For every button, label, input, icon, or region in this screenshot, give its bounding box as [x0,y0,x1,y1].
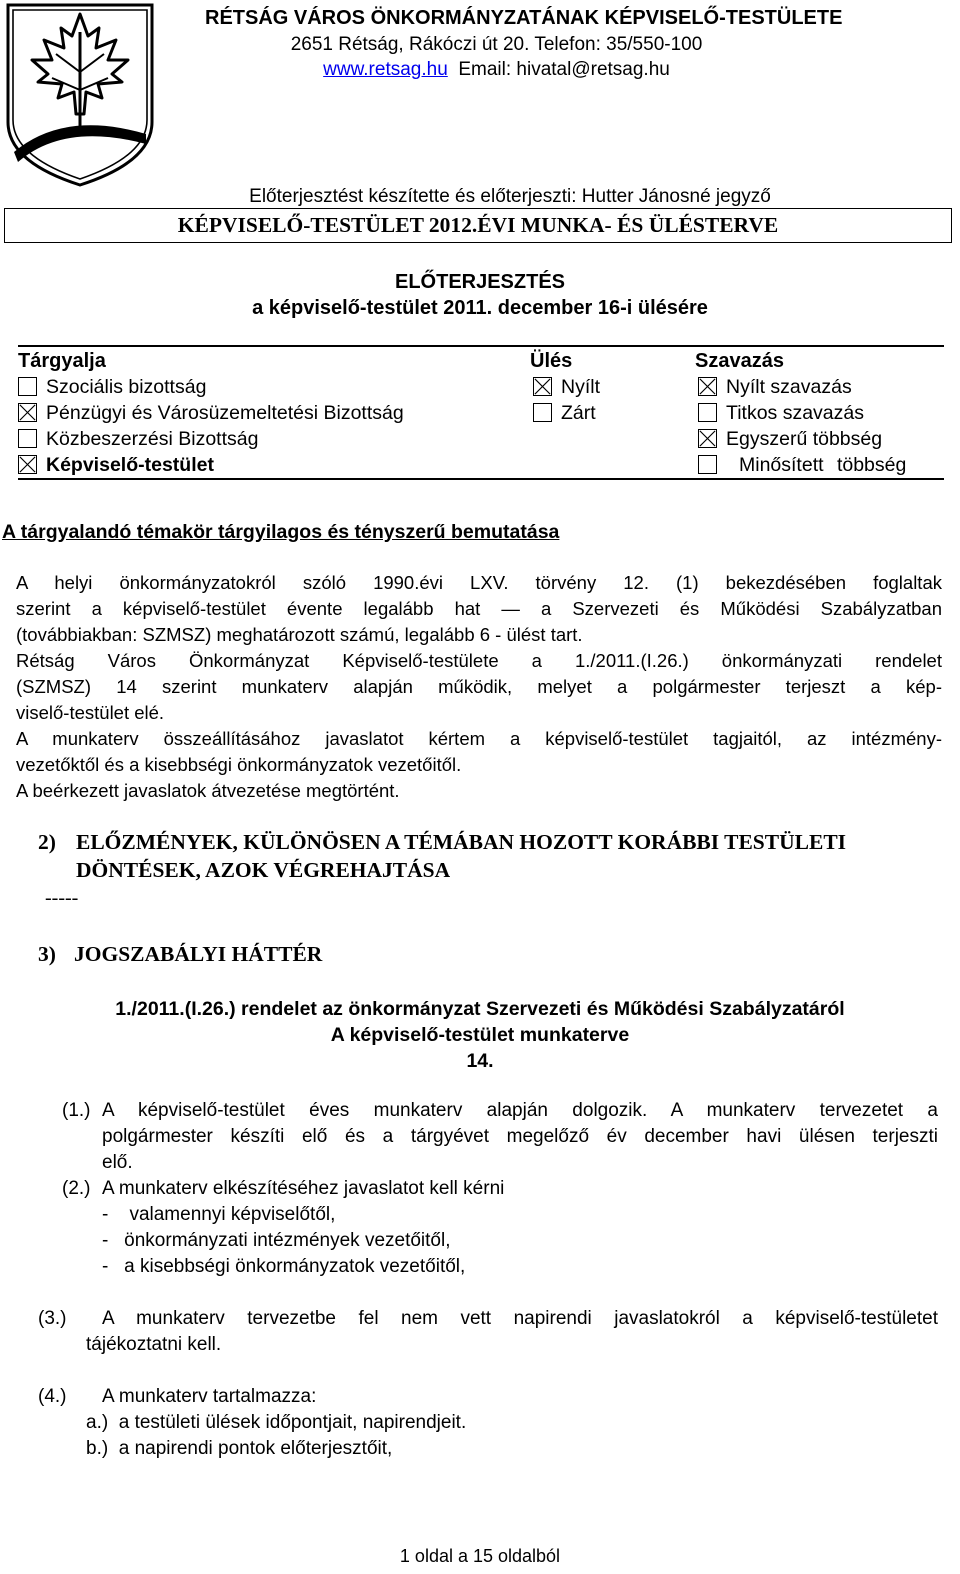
decree-subtitle: A képviselő-testület munkaterve [330,1024,630,1046]
table-bottom-rule [18,478,944,480]
checkbox-row-simple-majority[interactable]: Egyszerű többség [698,428,882,451]
document-title-box [4,208,952,243]
checkbox-empty[interactable] [698,455,717,474]
clause1-line3: elő. [102,1152,133,1173]
checkbox-row-social-committee[interactable]: Szociális bizottság [18,376,206,399]
checkbox-empty[interactable] [533,403,552,422]
col-header-session: Ülés [530,350,573,372]
section1-p2-line3: viselő-testület elé. [16,702,165,723]
checkbox-checked[interactable] [18,403,37,422]
contact-line [205,59,788,81]
clause2-item: - önkormányzati intézmények vezetőitől, [102,1230,451,1251]
paragraph-number: 14. [466,1050,494,1072]
section1-heading: A tárgyalandó témakör tárgyilagos és tényszerű bemutatása [2,521,560,543]
clause2-number: (2.) [62,1178,91,1199]
document-title: KÉPVISELŐ-TESTÜLET 2012.ÉVI MUNKA- ÉS ÜLÉSTERVE [177,213,779,237]
checkbox-row-open-session[interactable]: Nyílt [533,376,600,399]
col-header-agenda: Tárgyalja [18,350,106,372]
section1-p1-line2: szerint a képviselő-testület évente legalább hat — a Szervezeti és Működési Szabályzatban [16,598,942,619]
clause1-line2: polgármester készíti elő és a tárgyévet megelőző év december havi ülésen terjeszti [102,1126,938,1147]
proposal-subheading: a képviselő-testület 2011. december 16-i ülésére [252,297,708,319]
clause4-text: A munkaterv tartalmazza: [102,1386,317,1407]
clause1-line1: A képviselő-testület éves munkaterv alapján dolgozik. A munkaterv tervezetet a [102,1100,938,1121]
checkbox-row-procurement-committee[interactable]: Közbeszerzési Bizottság [18,428,258,451]
org-address: 2651 Rétság, Rákóczi út 20. Telefon: 35/550-100 [290,34,703,55]
section1-p1-line3: (továbbiakban: SZMSZ) meghatározott számú, legalább 6 - ülést tart. [16,624,583,645]
checkbox-empty[interactable] [18,429,37,448]
preparer-line: Előterjesztést készítette és előterjeszti: Hutter Jánosné jegyző [249,186,771,207]
section2-title-line2: DÖNTÉSEK, AZOK VÉGREHAJTÁSA [76,858,451,882]
checkbox-row-finance-committee[interactable]: Pénzügyi és Városüzemeltetési Bizottság [18,402,404,425]
section3-number: 3) [38,942,56,966]
section2-title-line1: ELŐZMÉNYEK, KÜLÖNÖSEN A TÉMÁBAN HOZOTT KORÁBBI TESTÜLETI [76,830,847,854]
email-text: Email: hivatal@retsag.hu [458,59,670,80]
checkbox-empty[interactable] [18,377,37,396]
checkbox-checked[interactable] [698,377,717,396]
section1-p2-line2: (SZMSZ) 14 szerint munkaterv alapján működik, melyet a polgármester terjeszt a kép- [16,676,942,697]
page-number: 1 oldal a 15 oldalból [399,1546,561,1566]
checkbox-row-closed-session[interactable]: Zárt [533,402,596,425]
section1-p1-line1: A helyi önkormányzatokról szóló 1990.évi LXV. törvény 12. (1) bekezdésében foglaltak [16,572,942,593]
clause4-item: a.) a testületi ülések időpontjait, napirendjeit. [86,1412,467,1433]
table-top-rule [18,345,944,347]
checkbox-checked[interactable] [18,455,37,474]
section1-p4: A beérkezett javaslatok átvezetése megtörtént. [16,780,400,801]
clause2-item: - a kisebbségi önkormányzatok vezetőitől, [102,1256,466,1277]
org-name: RÉTSÁG VÁROS ÖNKORMÁNYZATÁNAK KÉPVISELŐ-TESTÜLETE [205,7,843,29]
col-header-voting: Szavazás [695,350,784,372]
website-link[interactable]: www.retsag.hu [323,59,448,80]
clause2-item: - valamennyi képviselőtől, [102,1204,336,1225]
section1-p3-line1: A munkaterv összeállításához javaslatot kértem a képviselő-testület tagjaitól, az intézmény- [16,728,942,749]
section2-content: ----- [45,887,79,909]
clause1-number: (1.) [62,1100,91,1121]
checkbox-checked[interactable] [533,377,552,396]
clause3-number: (3.) [38,1308,67,1329]
clause4-item: b.) a napirendi pontok előterjesztőit, [86,1438,393,1459]
coat-of-arms-logo [4,2,156,188]
clause3-line1: A munkaterv tervezetbe fel nem vett napirendi javaslatokról a képviselő-testületet [102,1308,938,1329]
section2-number: 2) [38,830,56,854]
clause3-line2: tájékoztatni kell. [86,1334,222,1355]
proposal-heading: ELŐTERJESZTÉS [394,271,566,293]
section1-p3-line2: vezetőktől és a kisebbségi önkormányzatok vezetőitől. [16,754,462,775]
section3-title: JOGSZABÁLYI HÁTTÉR [74,942,323,966]
checkbox-row-open-vote[interactable]: Nyílt szavazás [698,376,852,399]
decree-title: 1./2011.(I.26.) rendelet az önkormányzat Szervezeti és Működési Szabályzatáról [115,998,845,1020]
clause4-number: (4.) [38,1386,67,1407]
checkbox-empty[interactable] [698,403,717,422]
checkbox-checked[interactable] [698,429,717,448]
checkbox-row-qualified-majority[interactable]: Minősített többség [698,454,906,477]
checkbox-row-council[interactable]: Képviselő-testület [18,454,214,477]
section1-p2-line1: Rétság Város Önkormányzat Képviselő-testülete a 1./2011.(I.26.) önkormányzati rendelet [16,650,942,671]
checkbox-row-secret-vote[interactable]: Titkos szavazás [698,402,864,425]
clause2-text: A munkaterv elkészítéséhez javaslatot kell kérni [102,1178,505,1199]
